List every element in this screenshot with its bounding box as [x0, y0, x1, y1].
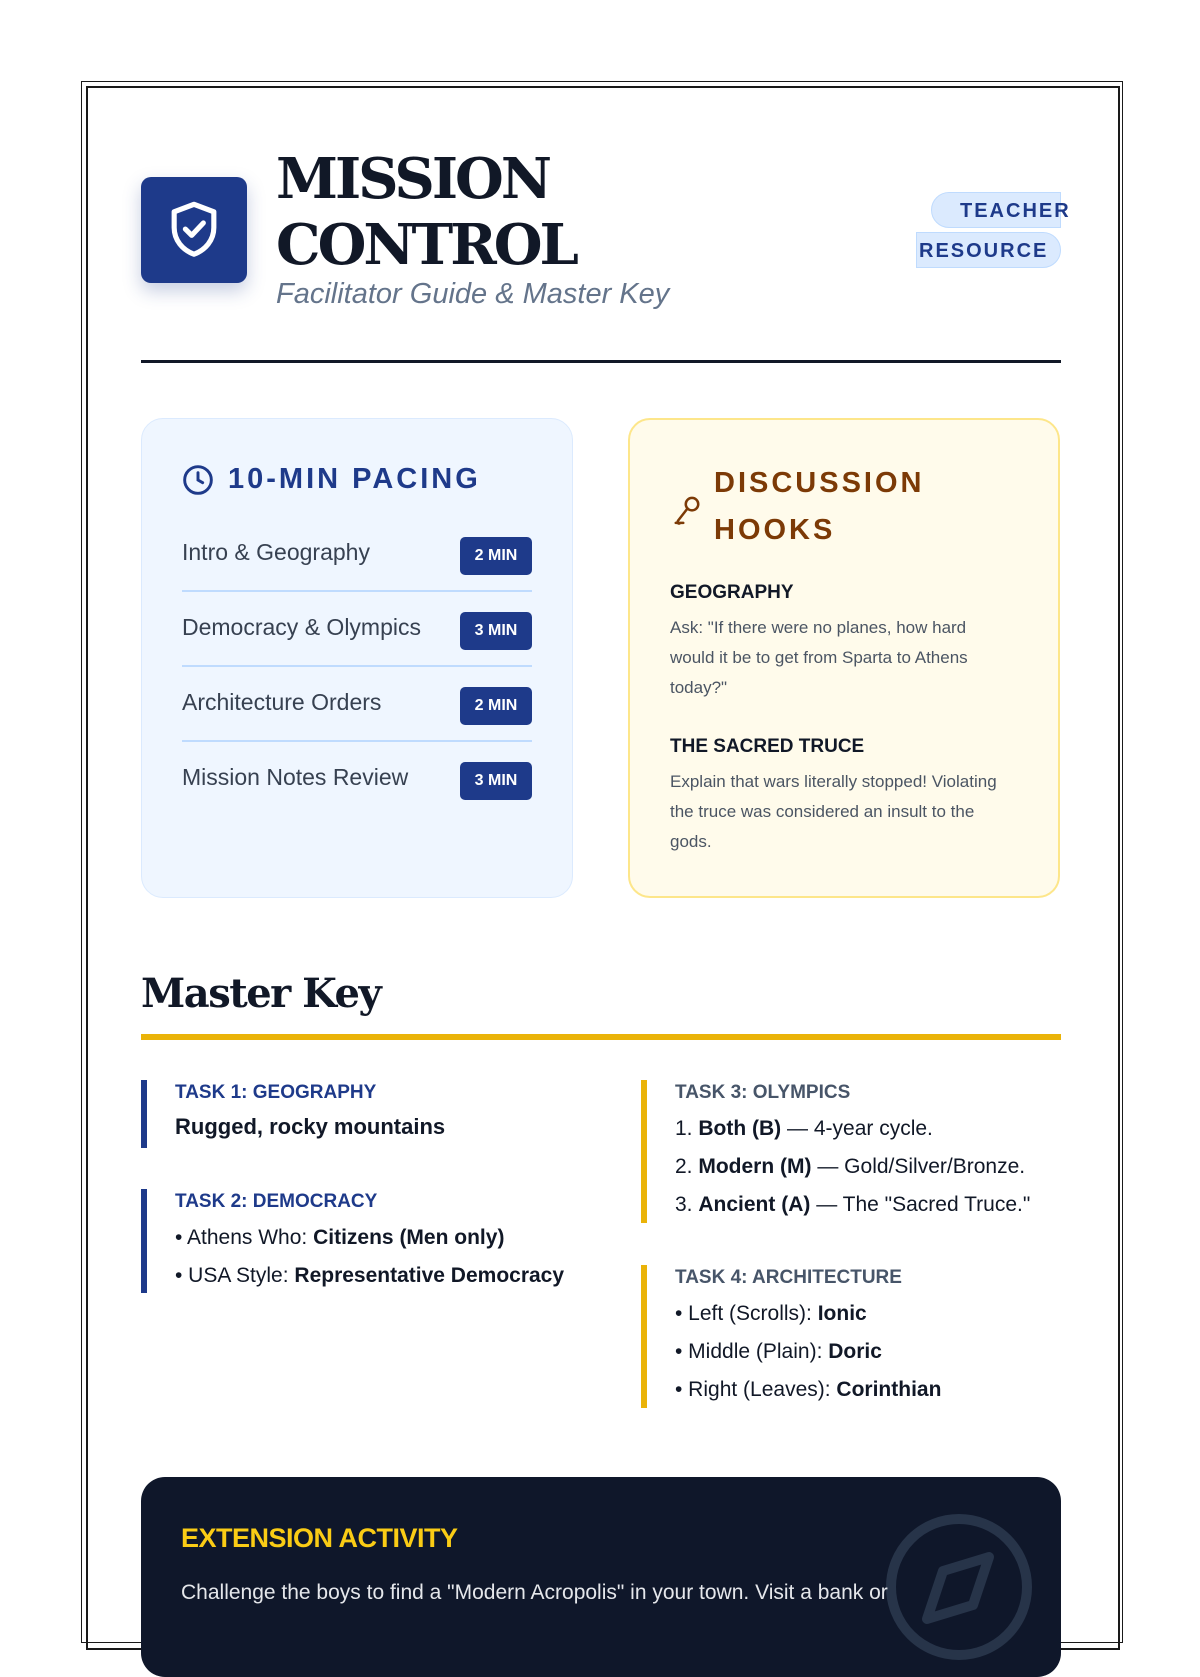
line-suffix: — The "Sacred Truce.": [810, 1193, 1031, 1216]
line-answer: Both (B): [698, 1117, 782, 1140]
task-3: [641, 1080, 1030, 1223]
hooks-title: [714, 460, 924, 554]
resource-badge: RESOURCE: [916, 232, 1061, 268]
hooks-title-line-1: DISCUSSION: [714, 467, 925, 499]
task-1: [141, 1080, 445, 1148]
extension-text: Challenge the boys to find a "Modern Acropolis" in your town. Visit a bank or: [181, 1581, 888, 1604]
line-answer: Ionic: [817, 1302, 867, 1325]
extension-activity-card: [141, 1477, 1061, 1677]
pacing-row: [182, 517, 532, 592]
task-3-heading: TASK 3: OLYMPICS: [675, 1082, 851, 1103]
pacing-row-label: Mission Notes Review: [182, 764, 409, 790]
pacing-row: [182, 592, 532, 667]
task-4-heading: TASK 4: ARCHITECTURE: [675, 1267, 902, 1288]
line-prefix: 2.: [675, 1155, 699, 1178]
line-prefix: • Right (Leaves):: [675, 1378, 837, 1401]
hook-heading: GEOGRAPHY: [670, 582, 794, 603]
task-1-answer: Rugged, rocky mountains: [175, 1114, 446, 1139]
line-suffix: — Gold/Silver/Bronze.: [811, 1155, 1026, 1178]
line-prefix: • USA Style:: [175, 1264, 295, 1287]
pacing-row-label: Intro & Geography: [182, 539, 370, 565]
pacing-card: [141, 418, 573, 898]
line-answer: Representative Democracy: [294, 1264, 565, 1287]
pacing-row-time: 2 MIN: [460, 687, 532, 725]
task-2: [141, 1189, 564, 1293]
hook-text: Ask: "If there were no planes, how hard would it be to get from Sparta to Athens today?": [670, 618, 968, 697]
task-4: [641, 1265, 941, 1408]
line-prefix: 3.: [675, 1193, 699, 1216]
master-key-divider: [141, 1034, 1061, 1040]
line-answer: Modern (M): [698, 1155, 812, 1178]
pacing-row-label: Democracy & Olympics: [182, 614, 421, 640]
header-divider: [141, 360, 1061, 363]
microphone-icon: [672, 494, 702, 528]
task-2-line: [175, 1263, 564, 1289]
pacing-header: [182, 463, 481, 496]
shield-check-icon: [166, 199, 222, 261]
clock-icon: [182, 464, 214, 496]
line-prefix: • Athens Who:: [175, 1226, 314, 1249]
pacing-row-time: 3 MIN: [460, 612, 532, 650]
pacing-row: [182, 667, 532, 742]
pacing-title: 10-MIN PACING: [228, 463, 481, 495]
task-4-line: [675, 1301, 941, 1327]
task-3-line: [675, 1154, 1030, 1180]
logo-badge: [141, 177, 247, 283]
title-line-1: MISSION: [276, 146, 549, 212]
task-3-line: [675, 1116, 1030, 1142]
line-prefix: 1.: [675, 1117, 699, 1140]
pacing-row: [182, 742, 532, 817]
task-4-line: [675, 1377, 941, 1403]
pacing-row-label: Architecture Orders: [182, 689, 382, 715]
line-answer: Ancient (A): [698, 1193, 811, 1216]
pacing-row-time: 3 MIN: [460, 762, 532, 800]
pacing-row-time: 2 MIN: [460, 537, 532, 575]
line-suffix: — 4-year cycle.: [781, 1117, 933, 1140]
task-2-line: [175, 1225, 564, 1251]
hook-text: Explain that wars literally stopped! Violating the truce was considered an insult to the gods.: [670, 772, 997, 851]
hooks-title-line-2: HOOKS: [714, 514, 836, 546]
page-title: [276, 146, 576, 278]
discussion-hooks-card: [628, 418, 1060, 898]
line-prefix: • Middle (Plain):: [675, 1340, 829, 1363]
master-key-title: Master Key: [141, 970, 381, 1017]
page-subtitle: Facilitator Guide & Master Key: [276, 278, 670, 310]
task-2-heading: TASK 2: DEMOCRACY: [175, 1191, 378, 1212]
line-answer: Citizens (Men only): [313, 1226, 505, 1249]
task-1-heading: TASK 1: GEOGRAPHY: [175, 1082, 377, 1103]
line-answer: Corinthian: [836, 1378, 942, 1401]
line-prefix: • Left (Scrolls):: [675, 1302, 818, 1325]
task-4-line: [675, 1339, 941, 1365]
teacher-badge: TEACHER: [931, 192, 1061, 228]
title-line-2: CONTROL: [276, 212, 576, 278]
extension-title: EXTENSION ACTIVITY: [181, 1523, 458, 1553]
line-answer: Doric: [828, 1340, 882, 1363]
hook-heading: THE SACRED TRUCE: [670, 736, 865, 757]
task-3-line: [675, 1192, 1030, 1218]
